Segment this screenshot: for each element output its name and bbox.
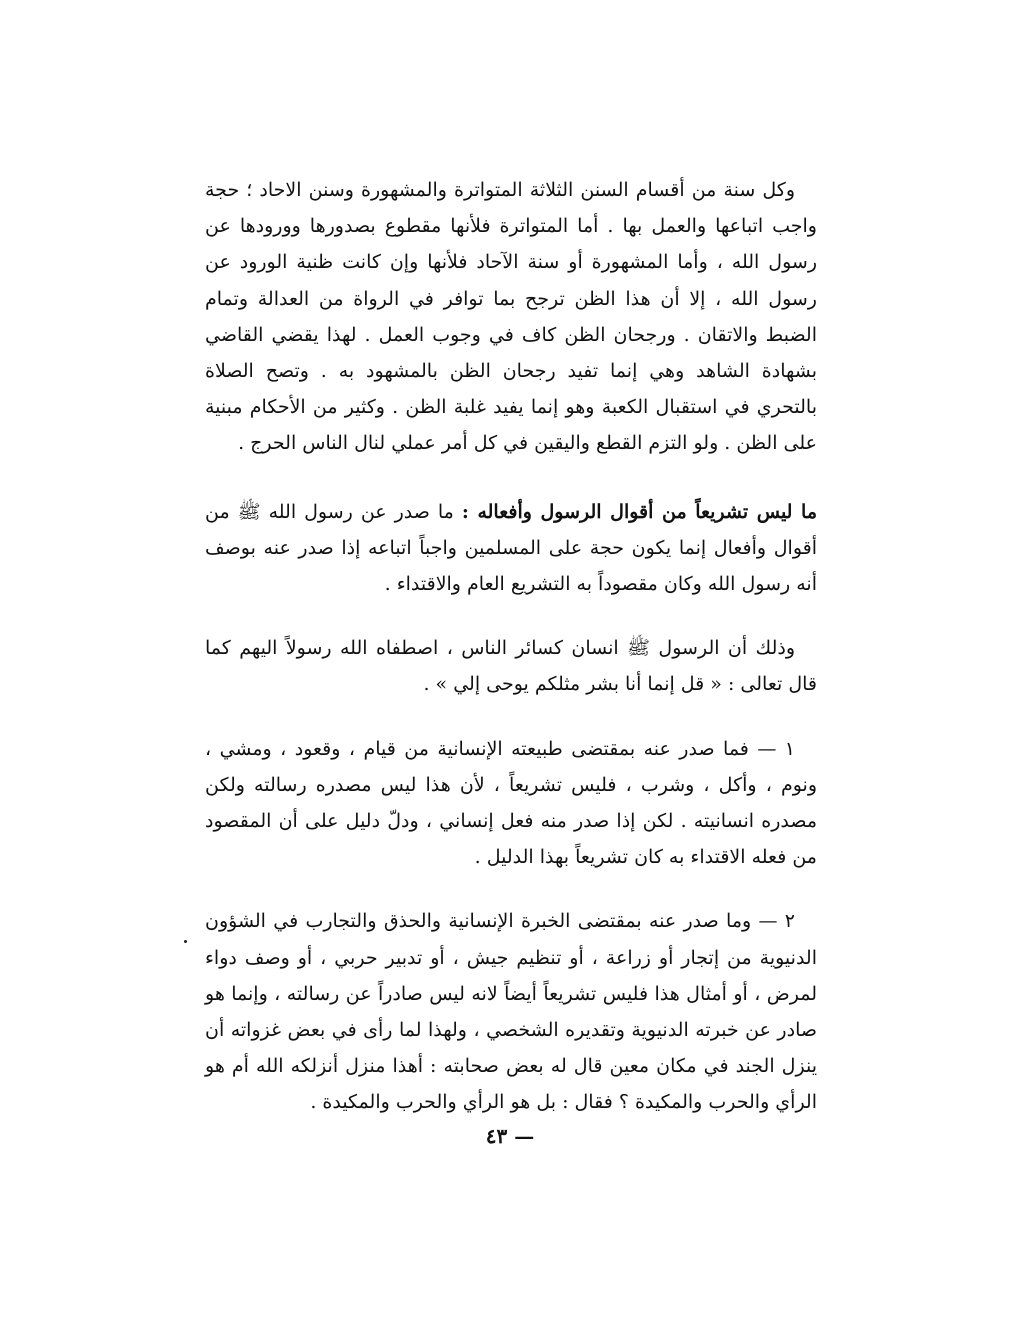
- paragraph-human-prophet: [205, 630, 817, 702]
- paragraph-point-one: [205, 731, 817, 876]
- paragraph-point-one-text: ١ — فما صدر عنه بمقتضى طبيعته الإنسانية من قيام ، وقعود ، ومشي ، ونوم ، وأكل ، وشرب ، فليس تشريعاً ، لأن هذا ليس مصدره رسالته ولكن مصدره انسانيته . لكن إذا صدر منه فعل إنساني ، ودلّ دليل على أن المقصود من فعله الاقتداء به كان تشريعاً بهذا الدليل .: [205, 737, 817, 869]
- paragraph-non-legislative: [205, 494, 817, 603]
- paragraph-point-two: [205, 903, 817, 1120]
- page-body: [205, 172, 817, 1149]
- paragraph-point-two-text: ٢ — وما صدر عنه بمقتضى الخبرة الإنسانية والحذق والتجارب في الشؤون الدنيوية من إتجار أو زراعة ، أو تنظيم جيش ، أو تدبير حربي ، أو وصف دواء لمرض ، أو أمثال هذا فليس تشريعاً أيضاً لانه ليس صادراً عن رسالته ، وإنما هو صادر عن خبرته الدنيوية وتقديره الشخصي ، ولهذا لما رأى في بعض غزواته أن ينزل الجند في مكان معين قال له بعض صحابته : أهذا منزل أنزلكه الله أم هو الرأي والحرب والمكيدة ؟ فقال : بل هو الرأي والحرب والمكيدة .: [205, 910, 817, 1114]
- section-heading: ما ليس تشريعاً من أقوال الرسول وأفعاله :: [461, 500, 818, 523]
- scan-speck: [184, 940, 187, 943]
- page-number: — ٤٣: [485, 1124, 535, 1148]
- paragraph-sunnah-proof-text: وكل سنة من أقسام السنن الثلاثة المتواترة والمشهورة وسنن الاحاد ؛ حجة واجب اتباعها والعمل بها . أما المتواترة فلأنها مقطوع بصدورها وورودها عن رسول الله ، وأما المشهورة أو سنة الآحاد فلأنها وإن كانت ظنية الورود عن رسول الله ، إلا أن هذا الظن ترجح بما توافر في الرواة من العدالة وتمام الضبط والاتقان . ورجحان الظن كاف في وجوب العمل . لهذا يقضي القاضي بشهادة الشاهد وهي إنما تفيد رجحان الظن بالمشهود به . وتصح الصلاة بالتحري في استقبال الكعبة وهو إنما يفيد غلبة الظن . وكثير من الأحكام مبنية على الظن . ولو التزم القطع واليقين في كل أمر عملي لنال الناس الحرج .: [205, 179, 817, 455]
- paragraph-human-prophet-text: وذلك أن الرسول ﷺ انسان كسائر الناس ، اصطفاه الله رسولاً اليهم كما قال تعالى : « قل إنما أنا بشر مثلكم يوحى إلي » .: [205, 637, 817, 696]
- paragraph-sunnah-proof: [205, 172, 817, 462]
- section-intro-text: ما صدر عن رسول الله ﷺ من أقوال وأفعال إنما يكون حجة على المسلمين واجباً اتباعه إذا صدر عنه بوصف أنه رسول الله وكان مقصوداً به التشريع العام والاقتداء .: [205, 500, 817, 596]
